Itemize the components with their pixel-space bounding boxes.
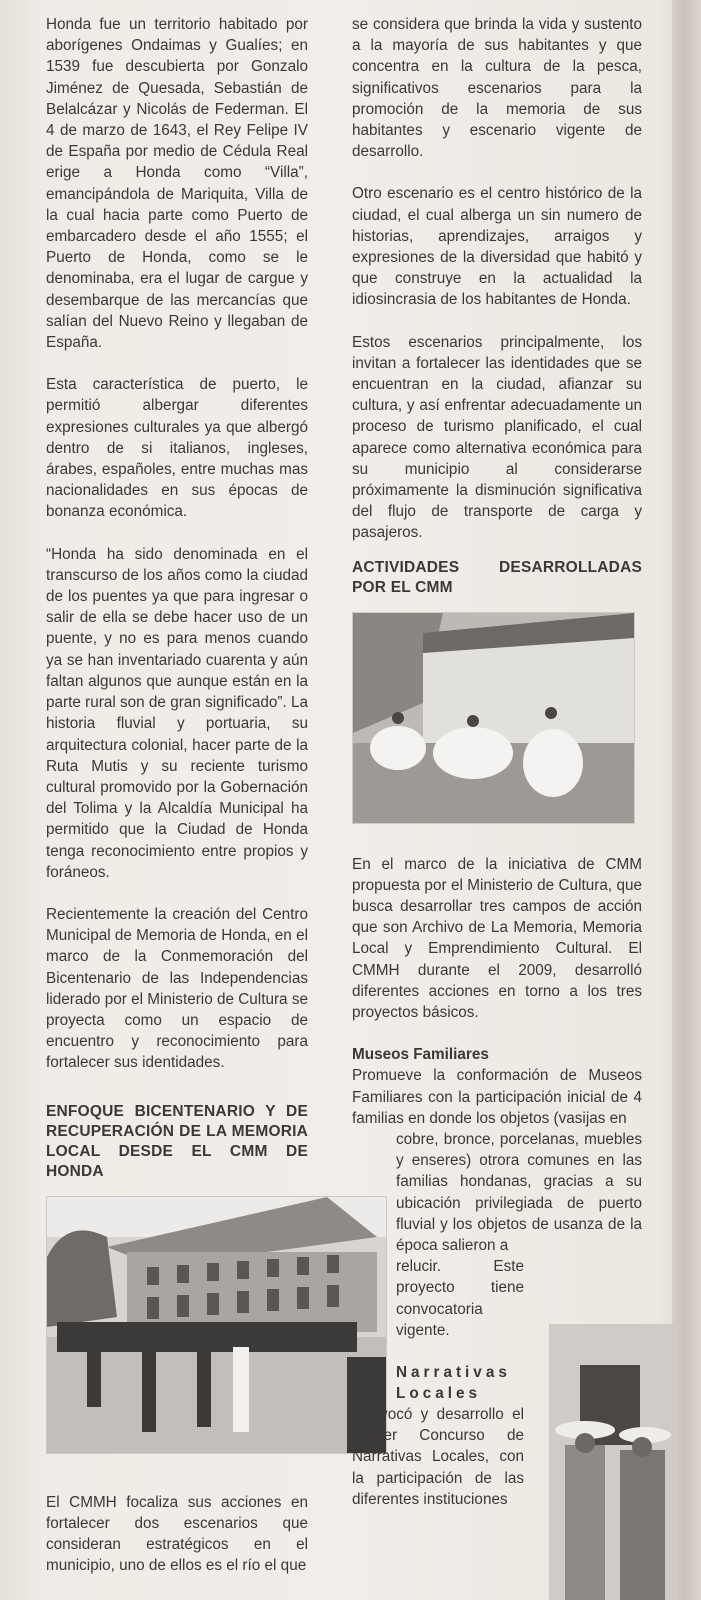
subheading-narratives: Narrativas Locales xyxy=(396,1363,511,1402)
people-photo xyxy=(549,1324,675,1600)
paragraph-historic-center: Otro escenario es el centro histórico de la ciudad, el cual alberga un sin numero de historias, aprendizajes, arraigos y expresiones de la diversidad que habitó y que construye en la actualidad la idiosincrasia de los habitantes de Honda. xyxy=(352,185,642,309)
paragraph-scenarios: El CMMH focaliza sus acciones en fortalecer dos escenarios que consideran estratégicos en el municipio, uno de ellos es el río el que xyxy=(46,1493,308,1575)
paragraph-cmm-initiative: En el marco de la iniciativa de CMM propuesta por el Ministerio de Cultura, que busca desarrollar tres campos de acción que son Archivo de La Memoria, Memoria Local y Emprendimiento Cultural. El CMMH durante el 2009, desarrolló diferentes acciones en torno a los tres proyectos básicos. xyxy=(352,855,642,1022)
paragraph-museums-c: relucir. Este proyecto tiene convocatoria vigente. xyxy=(396,1258,524,1339)
paragraph-river: se considera que brinda la vida y sustento a la mayoría de sus habitantes y que concentra en la cultura de la pesca, significativos escenarios para la promoción de la memoria de sus habitantes y escenario vigente de desarrollo. xyxy=(352,16,642,161)
paragraph-museums-b: cobre, bronce, porcelanas, muebles y enseres) otrora comunes en las familias hondanas, gracias a su ubicación privilegiada de puerto fluvial y los objetos de usanza de la época salieron a xyxy=(396,1130,642,1254)
paragraph-narratives: Convocó y desarrollo el Primer Concurso de Narrativas Locales, con la participación de las diferentes instituciones xyxy=(352,1405,524,1508)
heading-activities: ACTIVIDADES DESARROLLADAS POR EL CMM xyxy=(352,558,642,596)
left-column xyxy=(46,14,308,1597)
parade-photo-image xyxy=(47,1197,386,1453)
dance-photo xyxy=(352,612,635,824)
page-fold xyxy=(672,0,701,1600)
heading-bicentennial: ENFOQUE BICENTENARIO Y DE RECUPERACIÓN DE LA MEMORIA LOCAL DESDE EL CMM DE HONDA xyxy=(46,1102,308,1180)
paragraph-history: Honda fue un territorio habitado por aborígenes Ondaimas y Gualíes; en 1539 fue descubierta por Gonzalo Jiménez de Quesada, Sebastián de Belalcázar y Nicolás de Federman. El 4 de marzo de 1643, el Rey Felipe IV de España por medio de Cédula Real erige a Honda como “Villa”, emancipándola de Mariquita, Villa de la cual hacia parte como Puerto de embarcadero desde el año 1555; el Puerto de Honda, como se le denominaba, era el lugar de cargue y desembarque de las mercancías que salían del Nuevo Reino y llegaban de España. xyxy=(46,16,308,352)
subheading-museums: Museos Familiares xyxy=(352,1046,489,1064)
dance-photo-image xyxy=(353,613,634,823)
parade-photo xyxy=(46,1196,387,1454)
people-photo-image xyxy=(550,1325,674,1600)
paragraph-port: Esta característica de puerto, le permitió albergar diferentes expresiones culturales ya que albergó dentro de si italianos, ingleses, árabes, españoles, entre muchas mas nacionalidades en sus épocas de bonanza económica. xyxy=(46,376,308,521)
paragraph-cmm-creation: Recientemente la creación del Centro Municipal de Memoria de Honda, en el marco de la Conmemoración del Bicentenario de las Independencias liderado por el Ministerio de Cultura se proyecta como un espacio de encuentro y reconocimiento para fortalecer sus identidades. xyxy=(46,905,308,1072)
right-column xyxy=(352,14,642,1531)
paragraph-bridges: “Honda ha sido denominada en el transcurso de los años como la ciudad de los puentes ya que para ingresar o salir de ella se debe hacer uso de un puente, y no es para menos cuando ya se han inventariado cuarenta y aún faltan algunos que aunque están en la parte rural son de gran significado”. La historia fluvial y portuaria, su arquitectura colonial, hacer parte de la Ruta Mutis y su reciente turismo cultural promovido por la Gobernación del Tolima y la Alcaldía Municipal ha permitido que la Ciudad de Honda tenga reconocimiento entre propios y foráneos. xyxy=(46,545,308,881)
paragraph-tourism: Estos escenarios principalmente, los invitan a fortalecer las identidades que se encuentran en la ciudad, afianzar su cultura, y así enfrentar adecuadamente un proceso de turismo planificado, el cual aparece como alternativa económica para su municipio al considerarse próximamente la disminución significativa del flujo de transporte de carga y pasajeros. xyxy=(352,333,642,542)
paragraph-museums-a: Promueve la conformación de Museos Familiares con la participación inicial de 4 familias en donde los objetos (vasijas en xyxy=(352,1067,642,1127)
